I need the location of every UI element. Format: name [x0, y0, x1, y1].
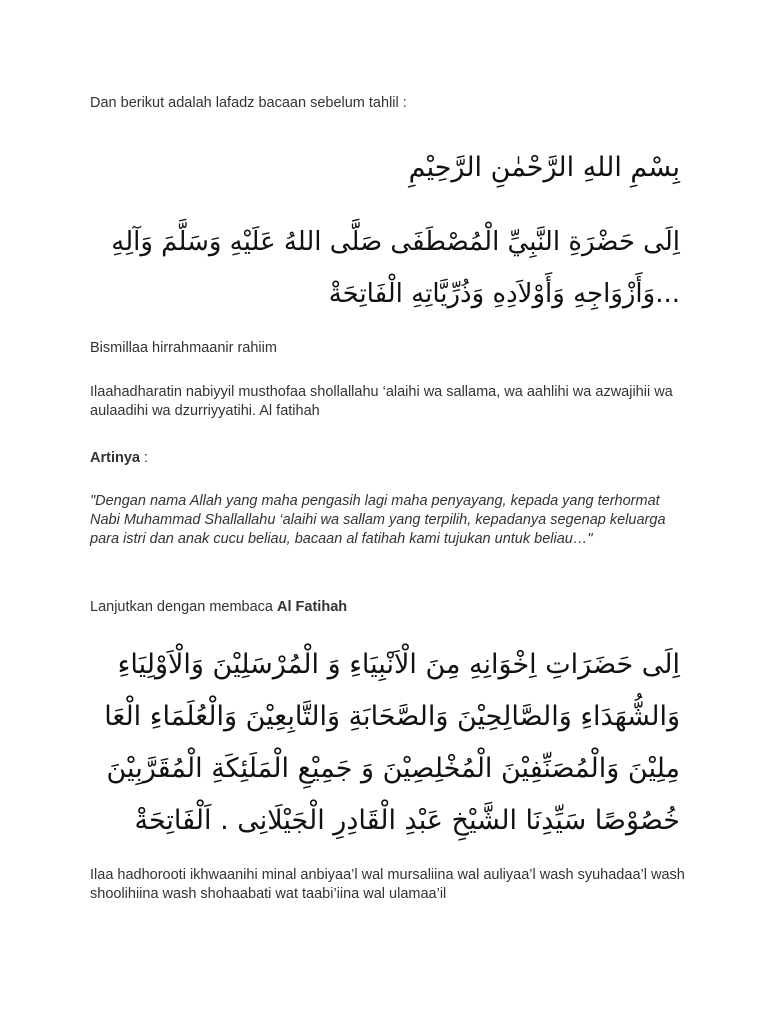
- arabic-second-line-4: خُصُوْصًا سَيِّدِنَا الشَّيْخِ عَبْدِ الْقَادِرِ الْجَيْلَانِى . اَلْفَاتِحَةْ: [134, 805, 680, 836]
- translation-quote: "Dengan nama Allah yang maha pengasih lagi maha penyayang, kepada yang terhormat Nabi Muhammad Shallallahu ‘alaihi wa sallam yang terpilih, kepadanya segenap keluarga para istri dan anak cucu beliau, bacaan al fatihah kami tujukan untuk beliau…": [90, 493, 666, 547]
- artinya-colon: :: [139, 450, 149, 466]
- arabic-basmalah: بِسْمِ اللهِ الرَّحْمٰنِ الرَّحِيْمِ: [408, 152, 680, 183]
- arabic-ila-line-2: ...وَأَزْوَاجِهِ وَأَوْلاَدِهِ وَذُرِّيَّاتِهِ الْفَاتِحَةْ: [328, 279, 680, 309]
- latin-ila: Ilaahadharatin nabiyyil musthofaa shollallahu ‘alaihi wa sallama, wa aahlihi wa azwajihii wa aulaadihi wa dzurriyyatihi. Al fatihah: [90, 384, 673, 419]
- intro-text: Dan berikut adalah lafadz bacaan sebelum tahlil :: [90, 95, 407, 111]
- lanjut-text: [90, 598, 690, 617]
- lanjut-bold: Al Fatihah: [277, 599, 348, 615]
- arabic-second-line-2: وَالشُّهَدَاءِ وَالصَّالِحِيْنَ وَالصَّحَابَةِ وَالتَّابِعِيْنَ وَالْعُلَمَاءِ الْعَا: [104, 701, 680, 732]
- arabic-ila-line-1: اِلَى حَضْرَةِ النَّبِيِّ الْمُصْطَفَى صَلَّى اللهُ عَلَيْهِ وَسَلَّمَ وَآلِهِ: [111, 227, 680, 257]
- lanjut-prefix: Lanjutkan dengan membaca: [90, 599, 278, 615]
- artinya-label: Artinya: [90, 450, 140, 466]
- arabic-second-line-3: مِلِيْنَ وَالْمُصَنِّفِيْنَ الْمُخْلِصِيْنَ وَ جَمِيْعِ الْمَلَئِكَةِ الْمُقَرَّبِيْنَ: [106, 753, 680, 784]
- latin-basmalah: Bismillaa hirrahmaanir rahiim: [90, 340, 277, 356]
- artinya-heading: [90, 449, 690, 468]
- latin-second: Ilaa hadhorooti ikhwaanihi minal anbiyaa’l wal mursaliina wal auliyaa’l wash syuhadaa’l wash shoolihiina wash shohaabati wat taabi’iina wal ulamaa’il: [90, 867, 685, 902]
- arabic-second-line-1: اِلَى حَضَرَاتِ اِخْوَانِهِ مِنَ الْاَنْبِيَاءِ وَ الْمُرْسَلِيْنَ وَالْاَوْلِيَاءِ: [117, 649, 680, 680]
